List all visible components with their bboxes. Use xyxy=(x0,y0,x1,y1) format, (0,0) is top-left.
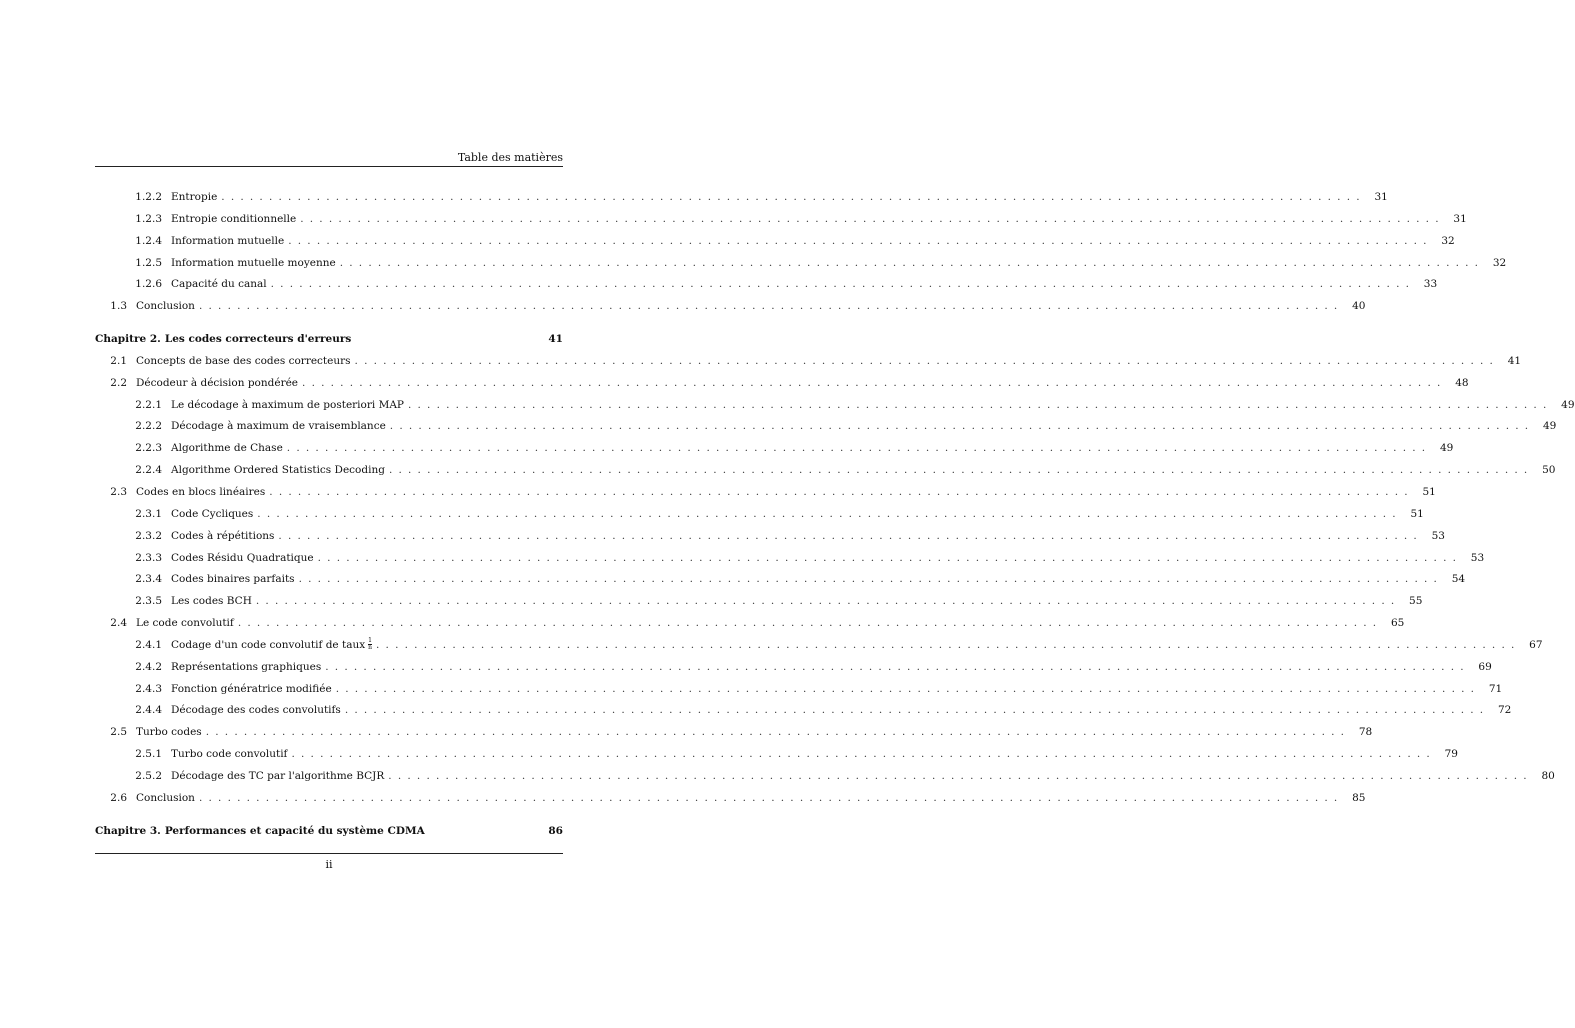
toc-entry-title-text: Turbo codes xyxy=(136,726,202,739)
dot-leader: ........................................................................................................................ xyxy=(278,529,1423,542)
toc-entry-number: 2.4 xyxy=(110,617,127,630)
toc-entry-page: 49 xyxy=(1439,442,1454,455)
toc-entry-page: 50 xyxy=(1542,464,1556,477)
toc-entry-title-text: Codes Résidu Quadratique xyxy=(171,551,314,564)
toc-entry-number: 2.2.1 xyxy=(135,398,162,411)
fraction-denominator: n xyxy=(368,644,373,652)
toc-entry[interactable] xyxy=(95,438,1454,460)
toc-entry[interactable] xyxy=(95,526,1445,548)
toc-entry-number: 2.3.1 xyxy=(135,507,162,520)
toc-entry-title xyxy=(171,635,372,657)
dot-leader: ........................................................................................................................ xyxy=(389,420,1535,433)
toc-entry[interactable] xyxy=(95,504,1424,526)
toc-entry-page: 53 xyxy=(1431,529,1445,542)
toc-entry[interactable] xyxy=(95,635,1543,657)
toc-entry-number: 2.2 xyxy=(110,376,127,389)
toc-entry-title xyxy=(136,722,202,744)
toc-entry-title-text: Fonction génératrice modifiée xyxy=(171,682,332,695)
toc-entry-page: 71 xyxy=(1488,682,1503,695)
toc-entry-page: 40 xyxy=(1352,300,1366,313)
toc-entry-number: 2.5.1 xyxy=(135,748,162,761)
dot-leader: ........................................................................................................................ xyxy=(302,376,1447,389)
toc-entry-page: 41 xyxy=(1507,354,1522,367)
toc-entry[interactable] xyxy=(95,416,1557,438)
dot-leader: ........................................................................................................................ xyxy=(286,442,1432,455)
dot-leader: ........................................................................................................................ xyxy=(221,191,1366,203)
dot-leader: ........................................................................................................................ xyxy=(317,551,1463,564)
footer-rule xyxy=(95,853,563,854)
toc-entry-number: 1.2.4 xyxy=(135,234,162,247)
page-number: ii xyxy=(325,858,333,871)
toc-entry-title-text: Code Cycliques xyxy=(171,507,254,520)
toc-entry-number: 1.2.5 xyxy=(135,256,162,269)
toc-entry-number: 2.4.2 xyxy=(135,660,162,673)
fraction-numerator: 1 xyxy=(368,637,372,645)
toc-entry-title xyxy=(165,329,541,351)
toc-entry[interactable] xyxy=(95,788,1366,810)
toc-entry-title xyxy=(171,657,321,679)
toc-entry-number: 2.4.1 xyxy=(135,638,162,651)
toc-entry-title-text: Information mutuelle moyenne xyxy=(171,256,336,269)
toc-entry[interactable] xyxy=(95,700,1512,722)
toc-entry-number: 2.5 xyxy=(110,726,127,739)
running-header: Table des matières xyxy=(457,151,563,164)
dot-leader: ........................................................................................................................ xyxy=(198,791,1344,804)
dot-leader: ........................................................................................................................ xyxy=(407,398,1553,411)
toc-entry-page: 48 xyxy=(1455,376,1469,389)
toc-entry-title xyxy=(136,296,195,318)
toc-entry-title-text: Décodage des TC par l'algorithme BCJR xyxy=(171,769,385,782)
toc-entry-title xyxy=(171,274,267,296)
toc-entry-title-text: Décodage à maximum de vraisemblance xyxy=(171,420,386,433)
dot-leader: ........................................................................................................................ xyxy=(300,212,1445,225)
toc-entry[interactable] xyxy=(95,679,1503,701)
toc-entry[interactable] xyxy=(95,548,1485,570)
toc-entry-number: 2.2.3 xyxy=(135,442,162,455)
toc-entry-page: 54 xyxy=(1451,573,1466,586)
toc-entry-title-text: Codes en blocs linéaires xyxy=(136,485,266,498)
toc-entry-title-text: Décodage des codes convolutifs xyxy=(171,704,341,717)
toc-entry-number: 2.6 xyxy=(110,791,127,804)
toc-entry-title-text: Algorithme de Chase xyxy=(171,442,283,455)
toc-entry-page: 32 xyxy=(1492,256,1507,269)
dot-leader: ........................................................................................................................ xyxy=(291,748,1436,761)
toc-entry-page: 86 xyxy=(548,824,563,837)
toc-entry-page: 51 xyxy=(1422,485,1436,498)
toc-entry-number: Chapitre 3. xyxy=(95,824,161,837)
dot-leader: ........................................................................................................................ xyxy=(325,660,1470,673)
toc-entry-title xyxy=(136,788,195,810)
table-of-contents xyxy=(95,187,1575,842)
toc-entry-number: 2.3.5 xyxy=(135,595,162,608)
toc-entry-number: 2.1 xyxy=(110,354,127,367)
toc-entry-number: 2.3 xyxy=(110,485,127,498)
toc-entry-page: 55 xyxy=(1409,595,1423,608)
toc-entry[interactable] xyxy=(95,253,1507,275)
toc-entry-title xyxy=(171,766,384,788)
toc-entry-number: 2.4.4 xyxy=(135,704,162,717)
dot-leader: ........................................................................................................................ xyxy=(257,507,1402,520)
toc-entry-page: 31 xyxy=(1453,212,1467,225)
dot-leader: ........................................................................................................................ xyxy=(269,485,1414,498)
toc-entry-title xyxy=(171,209,296,231)
toc-entry-number: 2.5.2 xyxy=(135,769,162,782)
toc-entry-title-text: Entropie xyxy=(171,191,218,203)
toc-entry-page: 72 xyxy=(1497,704,1512,717)
toc-entry-title-text: Codes binaires parfaits xyxy=(171,573,295,586)
toc-entry-number: 2.3.3 xyxy=(135,551,162,564)
toc-entry[interactable] xyxy=(95,591,1423,613)
toc-entry[interactable] xyxy=(95,722,1373,744)
toc-entry-page: 51 xyxy=(1410,507,1424,520)
toc-entry-number: 1.2.3 xyxy=(135,212,162,225)
toc-entry-title-text: Décodeur à décision pondérée xyxy=(136,376,299,389)
toc-entry-title-text: Le code convolutif xyxy=(136,617,234,630)
toc-entry-title xyxy=(165,821,541,843)
toc-entry-title xyxy=(171,460,385,482)
toc-entry-title xyxy=(136,482,265,504)
toc-entry[interactable] xyxy=(95,296,1366,318)
dot-leader: ........................................................................................................................ xyxy=(205,726,1351,739)
toc-entry-title xyxy=(136,373,298,395)
toc-entry-page: 32 xyxy=(1441,234,1455,247)
toc-entry-number: 1.3 xyxy=(110,300,127,313)
dot-leader: ........................................................................................................................ xyxy=(339,256,1485,269)
toc-entry-title-text: Information mutuelle xyxy=(171,234,285,247)
toc-entry-title xyxy=(171,744,287,766)
toc-chapter-entry[interactable] xyxy=(95,329,563,351)
toc-entry-page: 79 xyxy=(1444,748,1458,761)
dot-leader: ........................................................................................................................ xyxy=(376,638,1521,651)
toc-entry-title-text: Capacité du canal xyxy=(171,278,267,291)
toc-entry-page: 65 xyxy=(1390,617,1405,630)
toc-entry-title xyxy=(136,351,351,373)
toc-entry[interactable] xyxy=(95,766,1555,788)
toc-entry-page: 80 xyxy=(1541,769,1555,782)
toc-entry-title-text: Algorithme Ordered Statistics Decoding xyxy=(171,464,385,477)
toc-chapter-entry[interactable] xyxy=(95,821,563,843)
toc-entry-title-text: Le décodage à maximum de posteriori MAP xyxy=(171,398,404,411)
toc-entry-number: 2.2.4 xyxy=(135,464,162,477)
toc-entry-title-text: Turbo code convolutif xyxy=(171,748,288,761)
toc-entry-title xyxy=(171,548,314,570)
toc-entry-title xyxy=(136,613,234,635)
toc-entry-title-text: Entropie conditionnelle xyxy=(171,212,297,225)
toc-entry[interactable] xyxy=(95,231,1455,253)
toc-entry-title-text: Les codes correcteurs d'erreurs xyxy=(164,333,352,346)
header-rule xyxy=(95,166,563,167)
toc-entry-title-text: Représentations graphiques xyxy=(171,660,322,673)
toc-entry-page: 41 xyxy=(548,333,563,346)
toc-entry-title xyxy=(171,569,295,591)
toc-entry-number: 2.3.4 xyxy=(135,573,162,586)
dot-leader: ........................................................................................................................ xyxy=(270,278,1416,291)
toc-entry-title-text: Concepts de base des codes correcteurs xyxy=(136,354,351,367)
toc-entry-title xyxy=(171,438,283,460)
dot-leader: ........................................................................................................................ xyxy=(354,354,1500,367)
dot-leader: ........................................................................................................................ xyxy=(388,464,1534,477)
toc-entry-title-text: Conclusion xyxy=(136,300,195,313)
toc-entry[interactable] xyxy=(95,187,1388,209)
toc-entry-title-text: Codage d'un code convolutif de taux xyxy=(171,638,366,651)
toc-entry-title xyxy=(171,395,404,417)
toc-entry-title xyxy=(171,504,253,526)
toc-entry-title-text: Les codes BCH xyxy=(171,595,252,608)
toc-entry-page: 33 xyxy=(1423,278,1438,291)
toc-entry-title xyxy=(171,679,332,701)
toc-entry-page: 49 xyxy=(1561,398,1575,411)
toc-entry[interactable] xyxy=(95,373,1469,395)
toc-entry-page: 31 xyxy=(1374,191,1388,203)
dot-leader: ........................................................................................................................ xyxy=(388,769,1533,782)
toc-entry[interactable] xyxy=(95,395,1575,417)
toc-entry-number: Chapitre 2. xyxy=(95,333,161,346)
toc-entry[interactable] xyxy=(95,482,1436,504)
toc-entry-title xyxy=(171,591,252,613)
toc-entry-title xyxy=(171,231,284,253)
toc-entry-number: 1.2.6 xyxy=(135,278,162,291)
toc-entry-title-text: Conclusion xyxy=(136,791,195,804)
toc-entry-page: 67 xyxy=(1529,638,1543,651)
toc-entry-number: 1.2.2 xyxy=(135,191,162,203)
dot-leader: ........................................................................................................................ xyxy=(288,234,1433,247)
toc-entry-page: 69 xyxy=(1478,660,1492,673)
dot-leader: ........................................................................................................................ xyxy=(198,300,1344,313)
dot-leader: ........................................................................................................................ xyxy=(344,704,1490,717)
toc-entry[interactable] xyxy=(95,613,1405,635)
toc-entry-page: 85 xyxy=(1352,791,1366,804)
dot-leader: ........................................................................................................................ xyxy=(335,682,1481,695)
toc-entry-title-text: Performances et capacité du système CDMA xyxy=(164,824,425,837)
dot-leader: ........................................................................................................................ xyxy=(298,573,1444,586)
toc-entry-title-text: Codes à répétitions xyxy=(171,529,275,542)
dot-leader: ........................................................................................................................ xyxy=(255,595,1401,608)
toc-entry[interactable] xyxy=(95,744,1458,766)
toc-entry-number: 2.4.3 xyxy=(135,682,162,695)
toc-entry-title xyxy=(171,526,274,548)
toc-entry[interactable] xyxy=(95,657,1492,679)
toc-entry[interactable] xyxy=(95,274,1438,296)
toc-entry-page: 53 xyxy=(1470,551,1485,564)
toc-entry[interactable] xyxy=(95,209,1467,231)
toc-entry-title xyxy=(171,187,217,209)
toc-entry-title xyxy=(171,253,336,275)
toc-entry-page: 78 xyxy=(1358,726,1373,739)
toc-entry-number: 2.2.2 xyxy=(135,420,162,433)
dot-leader: ........................................................................................................................ xyxy=(237,617,1383,630)
toc-entry-title xyxy=(171,416,386,438)
toc-entry[interactable] xyxy=(95,569,1466,591)
toc-entry[interactable] xyxy=(95,460,1556,482)
toc-entry-title xyxy=(171,700,341,722)
toc-entry-number: 2.3.2 xyxy=(135,529,162,542)
toc-entry[interactable] xyxy=(95,351,1522,373)
toc-entry-page: 49 xyxy=(1542,420,1557,433)
